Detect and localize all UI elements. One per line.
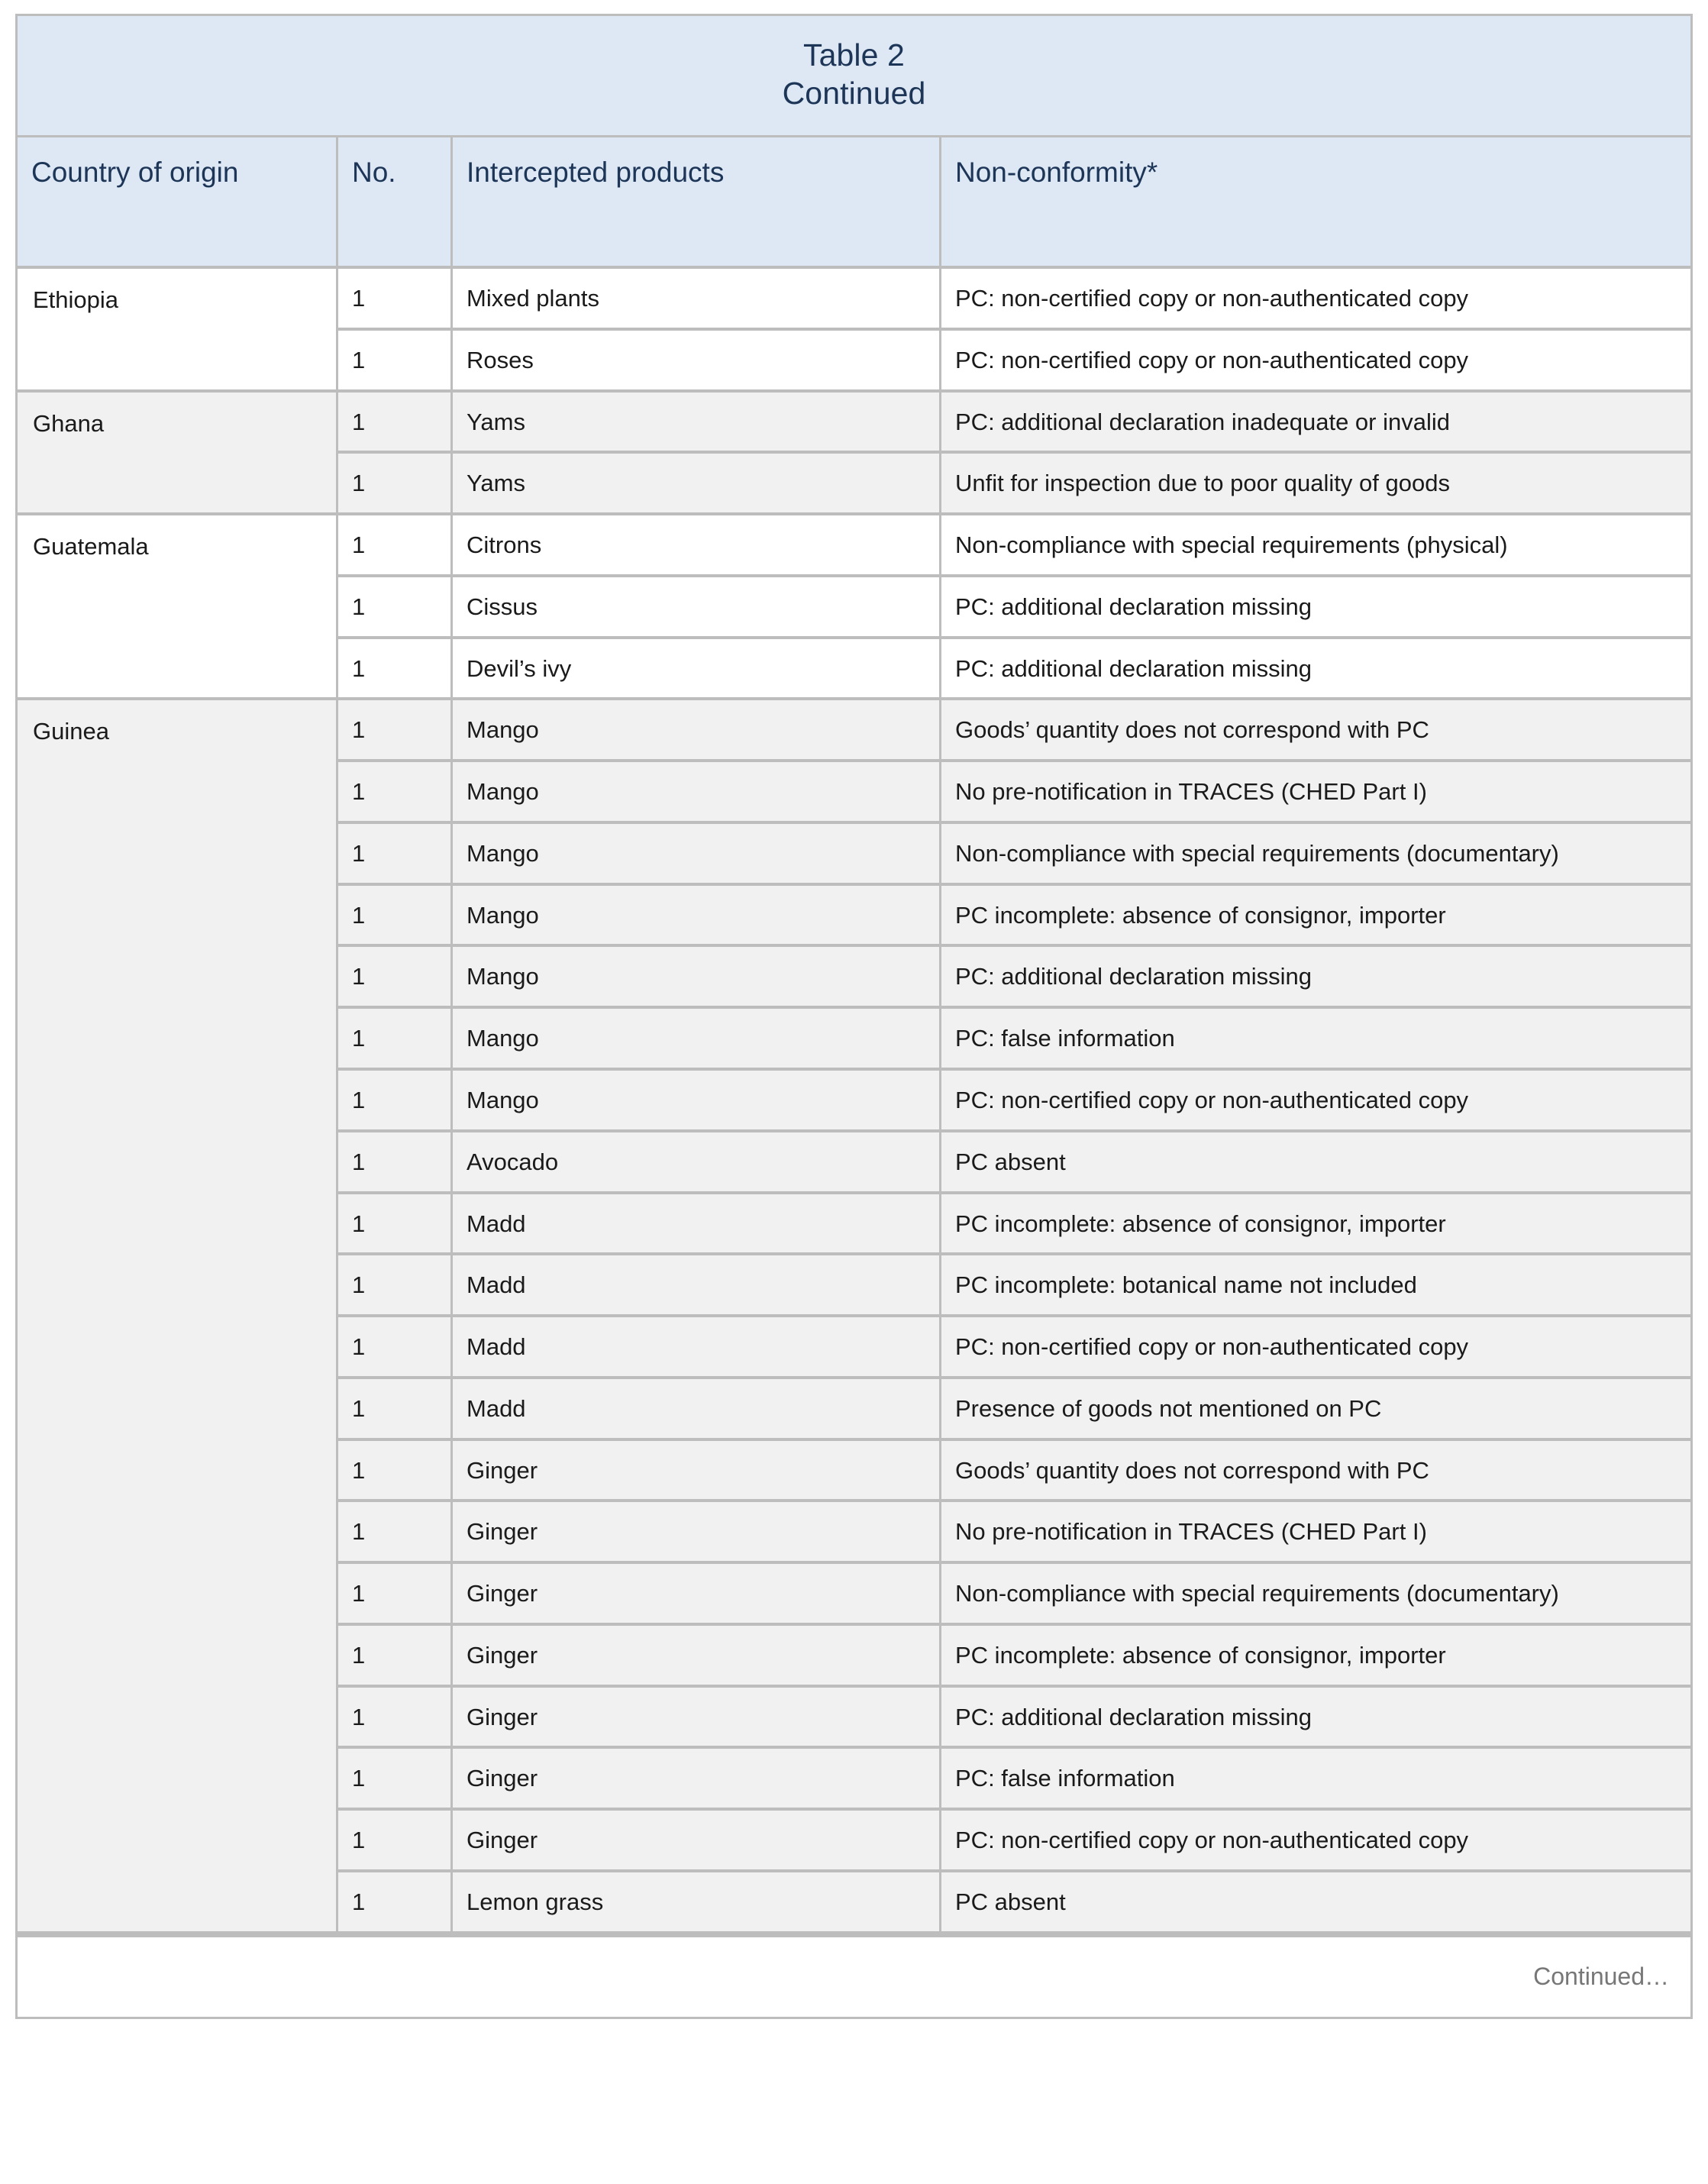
column-header-country-of-origin: Country of origin (18, 137, 338, 266)
cell-non-conformity: PC: non-certified copy or non-authenticated copy (955, 285, 1469, 312)
cell-non-conformity: PC: additional declaration missing (955, 1703, 1312, 1730)
table-row (338, 1255, 1690, 1317)
country-name-cell: Ethiopia (18, 269, 338, 389)
cell-no: 1 (338, 886, 453, 945)
table-title-block (18, 16, 1690, 137)
cell-intercepted-product: Roses (453, 331, 941, 389)
table-row (338, 1688, 1690, 1749)
country-name-cell: Guinea (18, 700, 338, 1930)
cell-no: 1 (338, 515, 453, 574)
table-row (338, 1132, 1690, 1194)
cell-intercepted-product: Lemon grass (453, 1872, 941, 1931)
table-row (338, 1564, 1690, 1626)
cell-intercepted-product: Mango (453, 762, 941, 821)
cell-no: 1 (338, 1626, 453, 1685)
cell-intercepted-product: Avocado (453, 1132, 941, 1191)
cell-non-conformity: Goods’ quantity does not correspond with PC (955, 1456, 1429, 1484)
cell-intercepted-product: Madd (453, 1194, 941, 1253)
cell-no: 1 (338, 1255, 453, 1314)
country-group-rows (338, 393, 1690, 513)
cell-non-conformity: PC: false information (955, 1765, 1175, 1792)
column-header-non-conformity: Non-conformity* (955, 157, 1158, 189)
cell-intercepted-product: Mango (453, 700, 941, 759)
table-row (338, 1811, 1690, 1872)
table-2-continued (15, 14, 1693, 2019)
cell-intercepted-product: Mixed plants (453, 269, 941, 328)
cell-non-conformity: Non-compliance with special requirements (documentary) (955, 1580, 1559, 1607)
cell-no: 1 (338, 1441, 453, 1500)
country-group (18, 393, 1690, 516)
cell-intercepted-product: Devil’s ivy (453, 639, 941, 698)
table-row (338, 1379, 1690, 1441)
cell-non-conformity: PC: additional declaration inadequate or invalid (955, 408, 1450, 435)
cell-non-conformity: PC incomplete: absence of consignor, importer (955, 1641, 1446, 1669)
cell-non-conformity: PC incomplete: absence of consignor, importer (955, 901, 1446, 929)
table-row (338, 1626, 1690, 1688)
cell-no: 1 (338, 1009, 453, 1068)
cell-intercepted-product: Mango (453, 947, 941, 1006)
continued-note: Continued… (1533, 1963, 1669, 1991)
column-header-no: No. (338, 137, 453, 266)
country-name-cell: Ghana (18, 393, 338, 513)
cell-no: 1 (338, 1749, 453, 1808)
table-row (338, 947, 1690, 1009)
cell-no: 1 (338, 1132, 453, 1191)
country-group (18, 515, 1690, 700)
cell-intercepted-product: Madd (453, 1317, 941, 1376)
cell-non-conformity: PC incomplete: absence of consignor, importer (955, 1210, 1446, 1237)
country-group-rows (338, 515, 1690, 697)
table-row (338, 886, 1690, 948)
cell-no: 1 (338, 1317, 453, 1376)
cell-intercepted-product: Yams (453, 393, 941, 451)
cell-non-conformity: Goods’ quantity does not correspond with PC (955, 716, 1429, 744)
table-row (338, 1749, 1690, 1811)
cell-non-conformity: No pre-notification in TRACES (CHED Part I) (955, 1518, 1427, 1546)
cell-non-conformity: Non-compliance with special requirements (physical) (955, 531, 1508, 559)
cell-non-conformity: PC: non-certified copy or non-authenticated copy (955, 1086, 1469, 1113)
table-header-row (18, 137, 1690, 269)
cell-no: 1 (338, 1564, 453, 1623)
cell-intercepted-product: Mango (453, 824, 941, 883)
cell-intercepted-product: Madd (453, 1379, 941, 1438)
cell-no: 1 (338, 1194, 453, 1253)
cell-intercepted-product: Ginger (453, 1502, 941, 1561)
cell-non-conformity: PC: additional declaration missing (955, 593, 1312, 620)
cell-intercepted-product: Madd (453, 1255, 941, 1314)
cell-intercepted-product: Ginger (453, 1811, 941, 1869)
table-row (338, 824, 1690, 886)
cell-no: 1 (338, 1071, 453, 1129)
cell-non-conformity: Unfit for inspection due to poor quality of goods (955, 470, 1450, 497)
cell-no: 1 (338, 639, 453, 698)
cell-no: 1 (338, 1688, 453, 1746)
cell-intercepted-product: Ginger (453, 1564, 941, 1623)
cell-no: 1 (338, 269, 453, 328)
table-row (338, 1009, 1690, 1071)
cell-intercepted-product: Mango (453, 886, 941, 945)
cell-no: 1 (338, 1502, 453, 1561)
cell-no: 1 (338, 1379, 453, 1438)
cell-no: 1 (338, 331, 453, 389)
table-title-continued: Continued (782, 76, 926, 111)
cell-non-conformity: PC: false information (955, 1025, 1175, 1052)
cell-non-conformity: PC absent (955, 1148, 1066, 1175)
table-footer (18, 1934, 1690, 2017)
cell-non-conformity: No pre-notification in TRACES (CHED Part I) (955, 778, 1427, 806)
cell-no: 1 (338, 824, 453, 883)
cell-non-conformity: PC: non-certified copy or non-authenticated copy (955, 1333, 1469, 1361)
table-row (338, 454, 1690, 512)
cell-no: 1 (338, 700, 453, 759)
country-group-rows (338, 269, 1690, 389)
cell-intercepted-product: Ginger (453, 1626, 941, 1685)
cell-intercepted-product: Yams (453, 454, 941, 512)
column-header-intercepted-products: Intercepted products (453, 137, 941, 266)
cell-non-conformity: PC: additional declaration missing (955, 654, 1312, 682)
cell-non-conformity: PC incomplete: botanical name not included (955, 1271, 1417, 1299)
cell-no: 1 (338, 454, 453, 512)
cell-non-conformity: Non-compliance with special requirements (documentary) (955, 839, 1559, 867)
country-name-cell: Guatemala (18, 515, 338, 697)
table-body (18, 269, 1690, 1934)
cell-no: 1 (338, 947, 453, 1006)
cell-no: 1 (338, 393, 453, 451)
cell-non-conformity: PC: additional declaration missing (955, 963, 1312, 990)
cell-no: 1 (338, 577, 453, 636)
table-row (338, 393, 1690, 454)
table-row (338, 700, 1690, 762)
country-group (18, 700, 1690, 1934)
table-row (338, 331, 1690, 389)
cell-no: 1 (338, 1811, 453, 1869)
country-group-rows (338, 700, 1690, 1930)
cell-non-conformity: PC: non-certified copy or non-authenticated copy (955, 1827, 1469, 1854)
cell-non-conformity: Presence of goods not mentioned on PC (955, 1394, 1382, 1422)
cell-non-conformity: PC: non-certified copy or non-authenticated copy (955, 346, 1469, 373)
cell-intercepted-product: Mango (453, 1071, 941, 1129)
cell-intercepted-product: Ginger (453, 1688, 941, 1746)
table-row (338, 1872, 1690, 1931)
cell-intercepted-product: Cissus (453, 577, 941, 636)
table-row (338, 1071, 1690, 1132)
table-row (338, 1194, 1690, 1256)
cell-no: 1 (338, 1872, 453, 1931)
table-title: Table 2 (803, 37, 905, 73)
cell-non-conformity: PC absent (955, 1888, 1066, 1915)
cell-no: 1 (338, 762, 453, 821)
table-row (338, 577, 1690, 639)
table-row (338, 1502, 1690, 1564)
cell-intercepted-product: Ginger (453, 1749, 941, 1808)
table-row (338, 515, 1690, 577)
table-row (338, 269, 1690, 331)
table-row (338, 639, 1690, 698)
cell-intercepted-product: Mango (453, 1009, 941, 1068)
cell-intercepted-product: Citrons (453, 515, 941, 574)
table-row (338, 1441, 1690, 1503)
table-row (338, 1317, 1690, 1379)
table-row (338, 762, 1690, 824)
cell-intercepted-product: Ginger (453, 1441, 941, 1500)
country-group (18, 269, 1690, 393)
